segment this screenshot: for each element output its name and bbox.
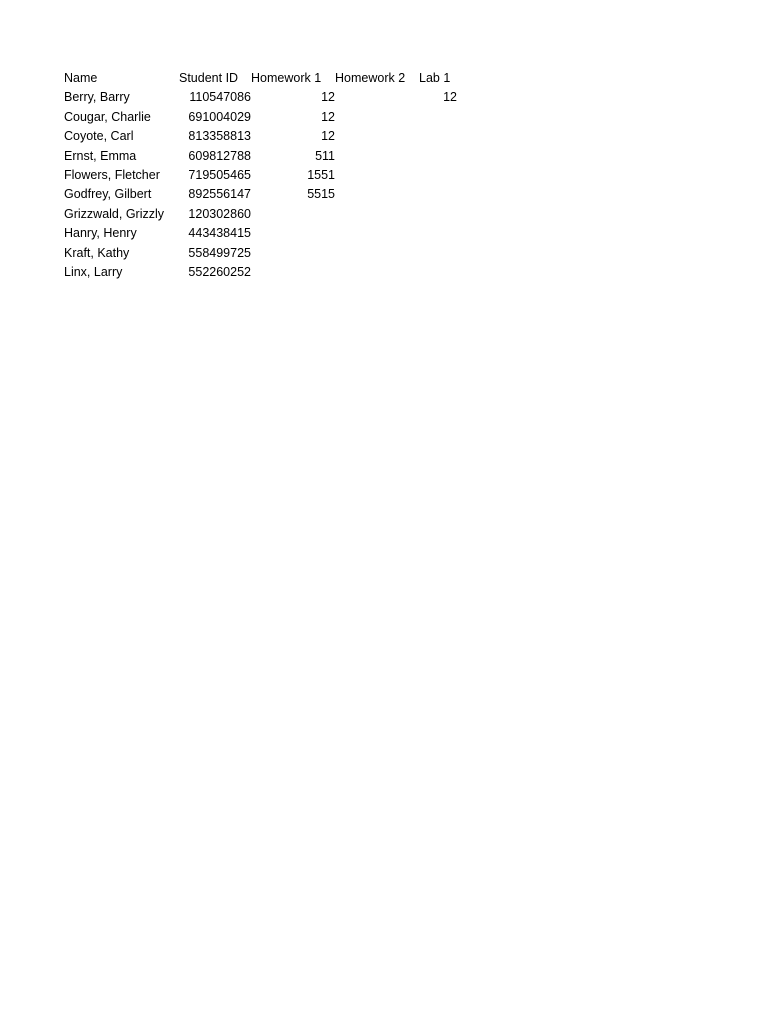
cell-student-id[interactable]: 719505465 xyxy=(188,168,251,183)
table-row xyxy=(64,108,457,127)
cell-lab-1[interactable] xyxy=(419,147,457,166)
cell-lab-1[interactable] xyxy=(419,166,457,185)
cell-homework-2[interactable] xyxy=(335,244,419,263)
header-name[interactable]: Name xyxy=(64,71,98,85)
gradebook-sheet xyxy=(64,69,457,282)
cell-name[interactable]: Coyote, Carl xyxy=(64,129,134,144)
table-row xyxy=(64,88,457,107)
cell-name[interactable]: Ernst, Emma xyxy=(64,148,137,163)
table-row xyxy=(64,263,457,282)
cell-homework-1[interactable] xyxy=(251,205,335,224)
cell-homework-1[interactable] xyxy=(251,263,335,282)
cell-homework-1[interactable]: 511 xyxy=(315,148,335,163)
table-row xyxy=(64,224,457,243)
table-row xyxy=(64,244,457,263)
cell-homework-1[interactable]: 12 xyxy=(321,109,335,124)
cell-lab-1[interactable] xyxy=(419,244,457,263)
cell-student-id[interactable]: 110547086 xyxy=(189,90,251,105)
cell-student-id[interactable]: 813358813 xyxy=(188,129,251,144)
cell-student-id[interactable]: 892556147 xyxy=(188,187,251,202)
cell-lab-1[interactable] xyxy=(419,127,457,146)
cell-homework-1[interactable]: 12 xyxy=(321,129,335,144)
cell-homework-2[interactable] xyxy=(335,108,419,127)
cell-homework-1[interactable]: 1551 xyxy=(307,168,335,183)
cell-name[interactable]: Flowers, Fletcher xyxy=(64,168,160,183)
cell-lab-1[interactable] xyxy=(419,224,457,243)
cell-student-id[interactable]: 691004029 xyxy=(188,109,251,124)
cell-name[interactable]: Godfrey, Gilbert xyxy=(64,187,152,202)
gradebook-table xyxy=(64,69,457,282)
header-homework-2[interactable]: Homework 2 xyxy=(335,71,406,85)
cell-name[interactable]: Linx, Larry xyxy=(64,265,123,280)
cell-lab-1[interactable] xyxy=(419,108,457,127)
cell-homework-1[interactable] xyxy=(251,244,335,263)
header-homework-1[interactable]: Homework 1 xyxy=(251,71,322,85)
cell-homework-2[interactable] xyxy=(335,147,419,166)
cell-name[interactable]: Hanry, Henry xyxy=(64,226,137,241)
cell-student-id[interactable]: 443438415 xyxy=(188,226,251,241)
cell-lab-1[interactable] xyxy=(419,185,457,204)
cell-name[interactable]: Berry, Barry xyxy=(64,90,130,105)
cell-lab-1[interactable] xyxy=(419,205,457,224)
table-row xyxy=(64,205,457,224)
cell-name[interactable]: Cougar, Charlie xyxy=(64,109,151,124)
cell-homework-2[interactable] xyxy=(335,224,419,243)
cell-homework-1[interactable] xyxy=(251,224,335,243)
header-student-id[interactable]: Student ID xyxy=(179,71,239,85)
cell-homework-1[interactable]: 12 xyxy=(321,90,335,105)
table-row xyxy=(64,166,457,185)
cell-homework-2[interactable] xyxy=(335,166,419,185)
cell-homework-1[interactable]: 5515 xyxy=(307,187,335,202)
cell-name[interactable]: Grizzwald, Grizzly xyxy=(64,206,165,221)
table-row xyxy=(64,147,457,166)
cell-name[interactable]: Kraft, Kathy xyxy=(64,245,130,260)
cell-lab-1[interactable]: 12 xyxy=(443,90,457,105)
cell-homework-2[interactable] xyxy=(335,263,419,282)
header-row xyxy=(64,69,457,88)
cell-student-id[interactable]: 552260252 xyxy=(188,265,251,280)
cell-homework-2[interactable] xyxy=(335,88,419,107)
table-row xyxy=(64,185,457,204)
cell-homework-2[interactable] xyxy=(335,205,419,224)
cell-student-id[interactable]: 609812788 xyxy=(188,148,251,163)
cell-homework-2[interactable] xyxy=(335,127,419,146)
cell-homework-2[interactable] xyxy=(335,185,419,204)
cell-lab-1[interactable] xyxy=(419,263,457,282)
cell-student-id[interactable]: 120302860 xyxy=(188,206,251,221)
cell-student-id[interactable]: 558499725 xyxy=(188,245,251,260)
header-lab-1[interactable]: Lab 1 xyxy=(419,71,451,85)
table-row xyxy=(64,127,457,146)
